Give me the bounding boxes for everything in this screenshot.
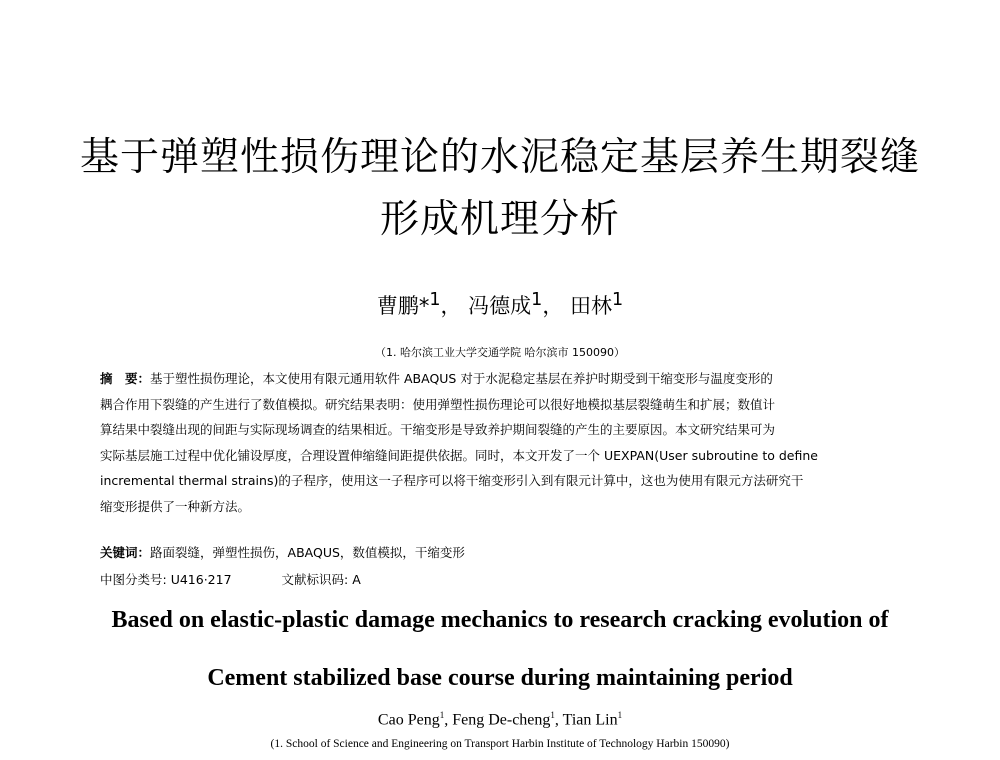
author-affiliation-mark: 1 (531, 290, 543, 310)
classification-info (100, 570, 361, 588)
author-affiliation-mark: 1 (612, 290, 624, 310)
abstract-line: 实际基层施工过程中优化铺设厚度，合理设置伸缩缝间距提供依据。同时，本文开发了一个 UEXPAN(User subroutine to define (100, 447, 818, 463)
english-affiliation: (1. School of Science and Engineering on Transport Harbin Institute of Technology Harbin 150090) (270, 738, 730, 750)
english-authors (0, 710, 1000, 729)
author-separator: ， (542, 294, 564, 318)
clc-label: 中图分类号: (100, 572, 167, 587)
author-cao-peng-en: Cao Peng (377, 711, 440, 729)
abstract-text: 基于塑性损伤理论，本文使用有限元通用软件 ABAQUS 对于水泥稳定基层在养护时期受到干缩变形与温度变形的 (150, 371, 773, 386)
author-cao-peng-cn: 曹鹏* (376, 294, 430, 318)
clc-value: U416·217 (170, 572, 232, 587)
abstract-line: incremental thermal strains)的子程序，使用这一子程序可以将干缩变形引入到有限元计算中，这也为使用有限元方法研究干 (100, 473, 804, 488)
english-title-line-1: Based on elastic-plastic damage mechanics to research cracking evolution of (111, 607, 889, 633)
abstract-line: 缩变形提供了一种新方法。 (100, 498, 251, 514)
author-tian-lin-cn: 田林 (570, 294, 612, 318)
document-id-value: A (352, 572, 361, 587)
abstract-line: 算结果中裂缝出现的间距与实际现场调查的结果相近。干缩变形是导致养护期间裂缝的产生的主要原因。本文研究结果可为 (100, 422, 776, 437)
keywords (100, 543, 465, 561)
author-affiliation-mark: 1 (550, 710, 555, 720)
document-id-label: 文献标识码: (281, 572, 349, 587)
chinese-title-line-1: 基于弹塑性损伤理论的水泥稳定基层养生期裂缝 (79, 135, 920, 180)
chinese-abstract (100, 366, 900, 519)
author-feng-decheng-en: , Feng De-cheng (444, 711, 551, 729)
abstract-label: 摘 要： (100, 371, 151, 386)
keywords-value: 路面裂缝，弹塑性损伤，ABAQUS，数值模拟，干缩变形 (150, 545, 465, 560)
abstract-line (100, 366, 900, 392)
author-tian-lin-en: , Tian Lin (554, 711, 618, 729)
english-title-line-2: Cement stabilized base course during maintaining period (207, 665, 793, 691)
abstract-line: 耦合作用下裂缝的产生进行了数值模拟。研究结果表明：使用弹塑性损伤理论可以很好地模拟基层裂缝萌生和扩展；数值计 (100, 396, 776, 412)
keywords-label: 关键词： (100, 545, 151, 560)
author-separator: ， (440, 294, 462, 318)
author-feng-decheng-cn: 冯德成 (468, 294, 532, 318)
chinese-authors (0, 290, 1000, 320)
chinese-title-line-2: 形成机理分析 (379, 197, 620, 242)
author-affiliation-mark: 1 (439, 710, 445, 720)
author-affiliation-mark: 1 (617, 710, 623, 720)
chinese-affiliation: （1. 哈尔滨工业大学交通学院 哈尔滨市 150090） (375, 346, 625, 359)
author-affiliation-mark: 1 (429, 290, 441, 310)
